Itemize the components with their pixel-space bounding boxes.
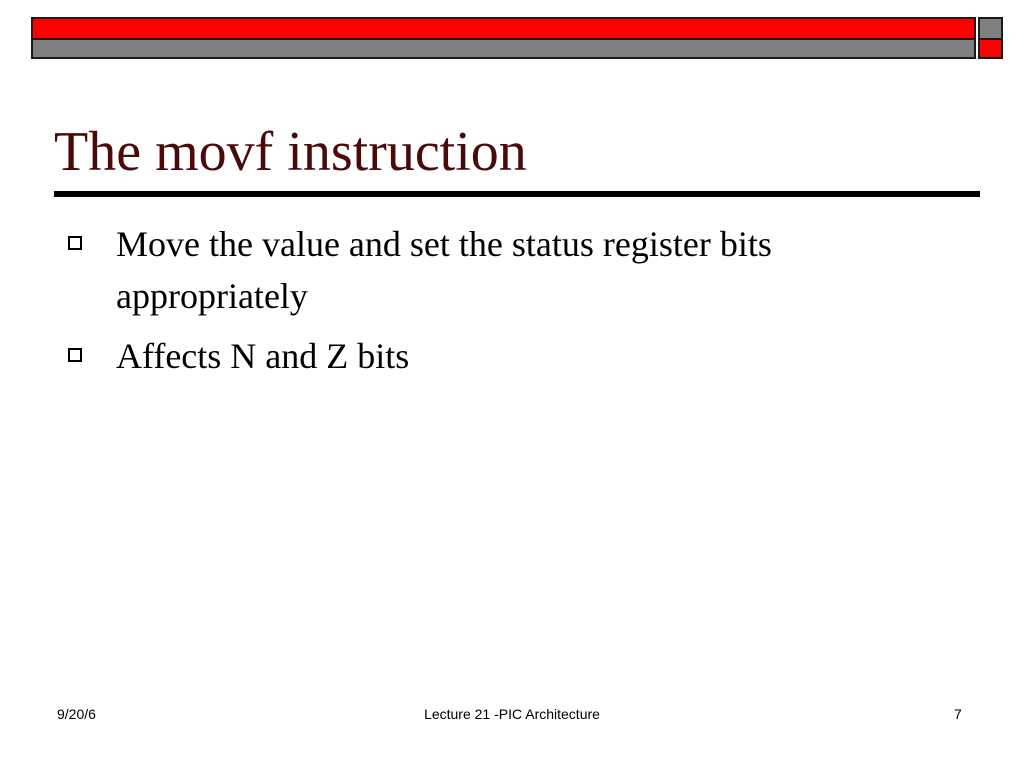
- footer-date: 9/20/6: [57, 706, 96, 722]
- slide-title: The movf instruction: [54, 121, 527, 183]
- bullet-item: [66, 330, 966, 382]
- header-corner-gray: [978, 17, 1003, 40]
- title-underline: [54, 191, 980, 197]
- bullet-text: Move the value and set the status register bits appropriately: [116, 224, 772, 316]
- bullet-list: [66, 218, 966, 390]
- header-bar-red: [31, 17, 976, 40]
- bullet-text: Affects N and Z bits: [116, 336, 410, 376]
- footer-page-number: 7: [954, 706, 962, 722]
- bullet-item: [66, 218, 966, 322]
- hollow-square-icon: [68, 348, 82, 362]
- footer-lecture-title: Lecture 21 -PIC Architecture: [424, 706, 600, 722]
- header-bar-gray: [31, 40, 976, 59]
- hollow-square-icon: [68, 236, 82, 250]
- header-corner-red: [978, 40, 1003, 59]
